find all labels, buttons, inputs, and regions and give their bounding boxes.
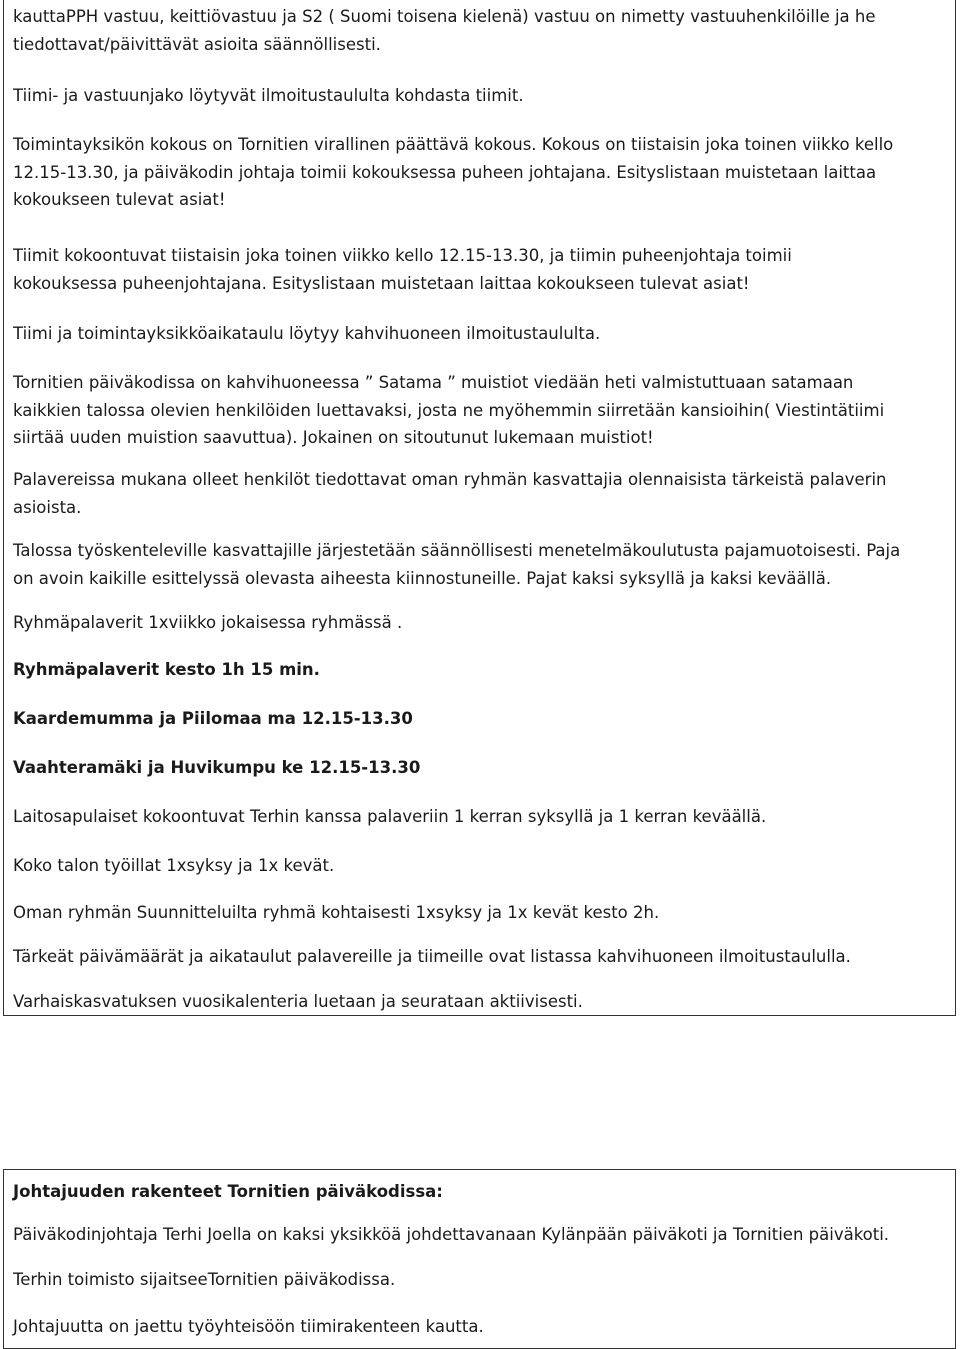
paragraph-maintenance-staff: Laitosapulaiset kokoontuvat Terhin kanssa palaveriin 1 kerran syksyllä ja 1 kerran keväällä. (13, 807, 767, 826)
paragraph-memo-harbor: Tornitien päiväkodissa on kahvihuoneessa ” Satama ” muistiot viedään heti valmistuttuaan satamaan kaikkien talossa olevien henkilöiden luettavaksi, josta ne myöhemmin siirretään kansioihin( Viestintätiimi siirtää uuden muistion saavuttua). Jokainen on sitoutunut lukemaan muistiot! (13, 373, 885, 447)
paragraph-unit-meeting: Toimintayksikön kokous on Tornitien virallinen päättävä kokous. Kokous on tiistaisin joka toinen viikko kello 12.15-13.30, ja päiväkodin johtaja toimii kokouksessa puheen johtajana. Esityslistaan muistetaan laittaa kokoukseen tulevat asiat! (13, 135, 894, 209)
section-heading-leadership: Johtajuuden rakenteet Tornitien päiväkodissa: (13, 1182, 443, 1201)
paragraph-office-location: Terhin toimisto sijaitseeTornitien päiväkodissa. (13, 1270, 396, 1289)
paragraph-schedule-monday: Kaardemumma ja Piilomaa ma 12.15-13.30 (13, 709, 413, 728)
paragraph-schedule-location: Tiimi ja toimintayksikköaikataulu löytyy kahvihuoneen ilmoitustaululta. (13, 324, 601, 343)
paragraph-director: Päiväkodinjohtaja Terhi Joella on kaksi yksikköä johdettavanaan Kylänpään päiväkoti ja Tornitien päiväkoti. (13, 1225, 890, 1244)
paragraph-annual-calendar: Varhaiskasvatuksen vuosikalenteria luetaan ja seurataan aktiivisesti. (13, 992, 583, 1011)
paragraph-schedule-wednesday: Vaahteramäki ja Huvikumpu ke 12.15-13.30 (13, 758, 421, 777)
paragraph-group-meetings: Ryhmäpalaverit 1xviikko jokaisessa ryhmässä . (13, 613, 403, 632)
paragraph-responsibilities: kauttaPPH vastuu, keittiövastuu ja S2 ( Suomi toisena kielenä) vastuu on nimetty vastuuhenkilöille ja he tiedottavat/päivittävät asioita säännöllisesti. (13, 7, 876, 54)
paragraph-planning-evenings: Oman ryhmän Suunnitteluilta ryhmä kohtaisesti 1xsyksy ja 1x kevät kesto 2h. (13, 903, 660, 922)
paragraph-workshops: Talossa työskenteleville kasvattajille järjestetään säännöllisesti menetelmäkoulutusta pajamuotoisesti. Paja on avoin kaikille esittelyssä olevasta aiheesta kiinnostuneille. Pajat kaksi syksyllä ja kaksi keväällä. (13, 541, 901, 588)
paragraph-team-meetings: Tiimit kokoontuvat tiistaisin joka toinen viikko kello 12.15-13.30, ja tiimin puheenjohtaja toimii kokouksessa puheenjohtajana. Esityslistaan muistetaan laittaa kokoukseen tulevat asiat! (13, 246, 792, 293)
paragraph-meeting-info: Palavereissa mukana olleet henkilöt tiedottavat oman ryhmän kasvattajia olennaisista tärkeistä palaverin asioista. (13, 470, 887, 517)
paragraph-important-dates: Tärkeät päivämäärät ja aikataulut palavereille ja tiimeille ovat listassa kahvihuoneen ilmoitustaululla. (13, 947, 851, 966)
paragraph-team-roles: Tiimi- ja vastuunjako löytyvät ilmoitustaululta kohdasta tiimit. (13, 86, 524, 105)
paragraph-group-meeting-duration: Ryhmäpalaverit kesto 1h 15 min. (13, 660, 320, 679)
paragraph-workshop-evenings: Koko talon työillat 1xsyksy ja 1x kevät. (13, 856, 335, 875)
paragraph-shared-leadership: Johtajuutta on jaettu työyhteisöön tiimirakenteen kautta. (13, 1317, 484, 1336)
